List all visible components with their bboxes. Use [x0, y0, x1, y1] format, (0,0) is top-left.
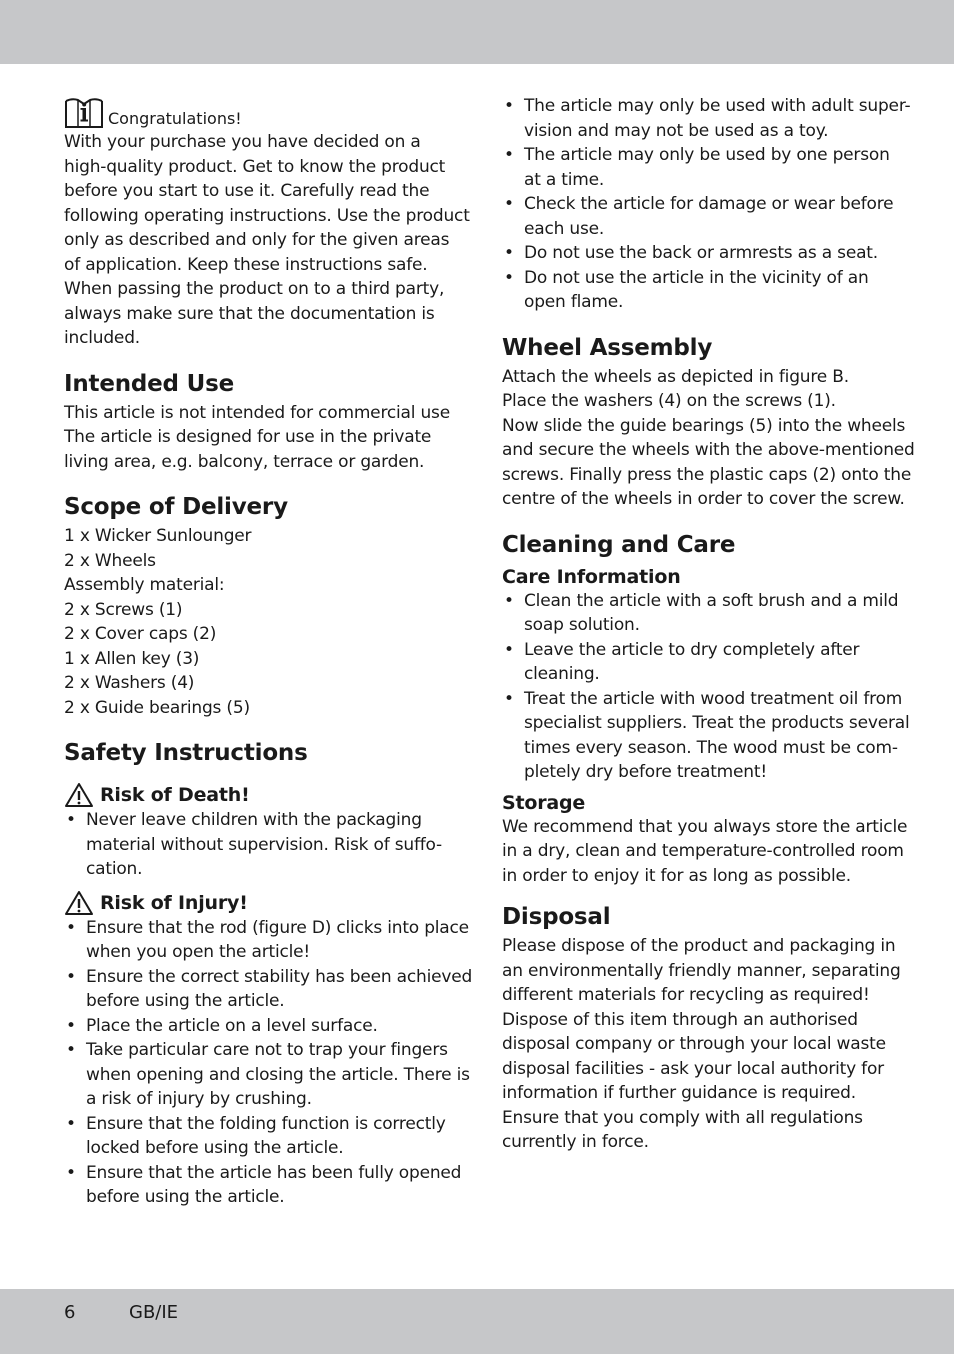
risk-of-death-list — [64, 808, 456, 882]
text-line: The article is designed for use in the private — [64, 427, 432, 447]
text-line: an environmentally friendly manner, separating — [502, 960, 901, 981]
wheel-assembly-paragraph — [502, 365, 915, 512]
list-item — [64, 1014, 456, 1039]
list-item-line: • Take particular care not to trap your fingers — [86, 1040, 448, 1060]
list-item — [64, 1112, 456, 1161]
text-line: of application. Keep these instructions safe. — [64, 254, 428, 275]
list-item — [502, 192, 894, 241]
text-line: Please dispose of the product and packaging in — [502, 936, 896, 956]
scope-list — [64, 524, 456, 720]
list-item-line: • Treat the article with wood treatment oil from — [524, 688, 903, 709]
care-information-heading: Care Information — [502, 565, 681, 588]
scope-heading: Scope of Delivery — [64, 494, 288, 520]
text-line: included. — [64, 328, 140, 348]
list-item-line: • Do not use the back or armrests as a seat. — [524, 243, 878, 263]
risk-of-injury-header — [64, 890, 456, 916]
list-item-line: cleaning. — [524, 664, 600, 684]
list-item-line: • Do not use the article in the vicinity of an — [524, 267, 869, 288]
text-line: and secure the wheels with the above-mentioned — [502, 440, 915, 460]
page-number: 6 — [64, 1302, 76, 1323]
list-item-line: vision and may not be used as a toy. — [524, 120, 829, 141]
safety-more-list — [502, 94, 911, 315]
storage-paragraph — [502, 815, 908, 889]
right-column — [502, 94, 915, 1155]
warning-triangle-icon — [64, 890, 94, 916]
intended-use-paragraph — [64, 401, 456, 475]
text-line: living area, e.g. balcony, terrace or garden. — [64, 451, 425, 472]
text-line: always make sure that the documentation is — [64, 303, 435, 324]
text-line: high-quality product. Get to know the product — [64, 156, 446, 177]
text-line: Ensure that you comply with all regulations — [502, 1107, 863, 1128]
text-line: only as described and only for the given areas — [64, 230, 450, 250]
text-line: following operating instructions. Use the product — [64, 205, 470, 226]
text-line: Attach the wheels as depicted in figure B. — [502, 366, 849, 387]
text-line: Now slide the guide bearings (5) into the wheels — [502, 415, 906, 436]
congratulations-text: Congratulations! — [108, 109, 242, 128]
list-item-line: • Leave the article to dry completely after — [524, 639, 860, 660]
intro-paragraph — [64, 130, 470, 351]
text-line: This article is not intended for commercial use — [64, 402, 450, 423]
disposal-paragraph — [502, 934, 901, 1155]
list-item — [502, 687, 910, 785]
scope-item: 2 x Guide bearings (5) — [64, 697, 250, 718]
list-item — [502, 638, 894, 687]
disposal-heading: Disposal — [502, 904, 611, 930]
text-line: in a dry, clean and temperature-controlled room — [502, 841, 904, 861]
risk-of-death-header — [64, 782, 456, 808]
storage-heading: Storage — [502, 791, 586, 814]
list-item — [502, 589, 899, 638]
list-item — [64, 916, 469, 965]
list-item-line: before using the article. — [86, 1187, 285, 1207]
left-column — [64, 94, 473, 1210]
scope-item: 2 x Screws (1) — [64, 599, 183, 620]
list-item-line: • Never leave children with the packaging — [86, 810, 422, 830]
list-item-line: each use. — [524, 218, 605, 239]
risk-of-injury-heading: Risk of Injury! — [100, 891, 248, 914]
text-line: Dispose of this item through an authorised — [502, 1009, 858, 1030]
text-line: in order to enjoy it for as long as possible. — [502, 865, 851, 886]
region-code: GB/IE — [129, 1302, 179, 1323]
list-item-line: pletely dry before treatment! — [524, 762, 767, 782]
cleaning-heading: Cleaning and Care — [502, 531, 736, 558]
intro-header — [64, 94, 456, 130]
text-line: different materials for recycling as required! — [502, 985, 870, 1005]
text-line: disposal company or through your local waste — [502, 1034, 886, 1054]
text-line: before you start to use it. Carefully read the — [64, 181, 430, 201]
list-item — [64, 1161, 462, 1210]
text-line: When passing the product on to a third party, — [64, 279, 445, 299]
text-line: disposal facilities - ask your local authority for — [502, 1058, 884, 1079]
list-item — [502, 143, 894, 192]
list-item-line: • Ensure that the folding function is correctly — [86, 1113, 446, 1134]
scope-item: 2 x Washers (4) — [64, 673, 195, 693]
text-line: We recommend that you always store the article — [502, 816, 908, 837]
risk-of-injury-list — [64, 916, 473, 1210]
list-item-line: • Clean the article with a soft brush and a mild — [524, 590, 899, 611]
list-item-line: open flame. — [524, 292, 624, 312]
warning-triangle-icon — [64, 782, 94, 808]
scope-item: 2 x Wheels — [64, 550, 156, 571]
list-item-line: when opening and closing the article. There is — [86, 1064, 470, 1085]
text-line: information if further guidance is required. — [502, 1083, 856, 1103]
list-item-line: times every season. The wood must be com- — [524, 737, 898, 758]
text-line: Place the washers (4) on the screws (1). — [502, 391, 836, 411]
info-book-icon — [64, 96, 104, 130]
list-item-line: when you open the article! — [86, 942, 311, 962]
list-item-line: • The article may only be used with adult super- — [524, 96, 911, 116]
text-line: With your purchase you have decided on a — [64, 132, 421, 152]
list-item — [64, 1038, 470, 1112]
text-line: screws. Finally press the plastic caps (2) onto the — [502, 464, 912, 485]
list-item-line: • Check the article for damage or wear before — [524, 194, 894, 214]
list-item — [502, 241, 894, 266]
list-item-line: • Ensure that the article has been fully opened — [86, 1162, 462, 1183]
list-item — [502, 94, 911, 143]
list-item — [64, 808, 456, 882]
list-item-line: • Place the article on a level surface. — [86, 1015, 378, 1036]
list-item-line: cation. — [86, 859, 143, 879]
list-item-line: material without supervision. Risk of suffo- — [86, 834, 442, 855]
list-item-line: • Ensure the correct stability has been achieved — [86, 966, 473, 987]
scope-item: 2 x Cover caps (2) — [64, 624, 217, 644]
wheel-assembly-heading: Wheel Assembly — [502, 334, 713, 361]
list-item-line: specialist suppliers. Treat the products several — [524, 713, 910, 733]
safety-heading: Safety Instructions — [64, 740, 308, 766]
care-information-list — [502, 589, 910, 785]
risk-of-death-heading: Risk of Death! — [100, 784, 250, 806]
list-item-line: • Ensure that the rod (figure D) clicks into place — [86, 917, 469, 938]
header-band — [0, 0, 954, 64]
list-item-line: at a time. — [524, 169, 605, 190]
intended-use-heading: Intended Use — [64, 370, 234, 397]
list-item — [64, 965, 473, 1014]
text-line: currently in force. — [502, 1132, 649, 1152]
list-item-line: soap solution. — [524, 615, 640, 635]
scope-item: 1 x Wicker Sunlounger — [64, 526, 252, 546]
text-line: centre of the wheels in order to cover the screw. — [502, 489, 905, 509]
list-item — [502, 266, 894, 315]
list-item-line: a risk of injury by crushing. — [86, 1089, 312, 1109]
scope-item: 1 x Allen key (3) — [64, 648, 200, 669]
scope-item: Assembly material: — [64, 575, 225, 595]
list-item-line: • The article may only be used by one person — [524, 145, 890, 165]
list-item-line: before using the article. — [86, 991, 285, 1011]
list-item-line: locked before using the article. — [86, 1138, 344, 1158]
